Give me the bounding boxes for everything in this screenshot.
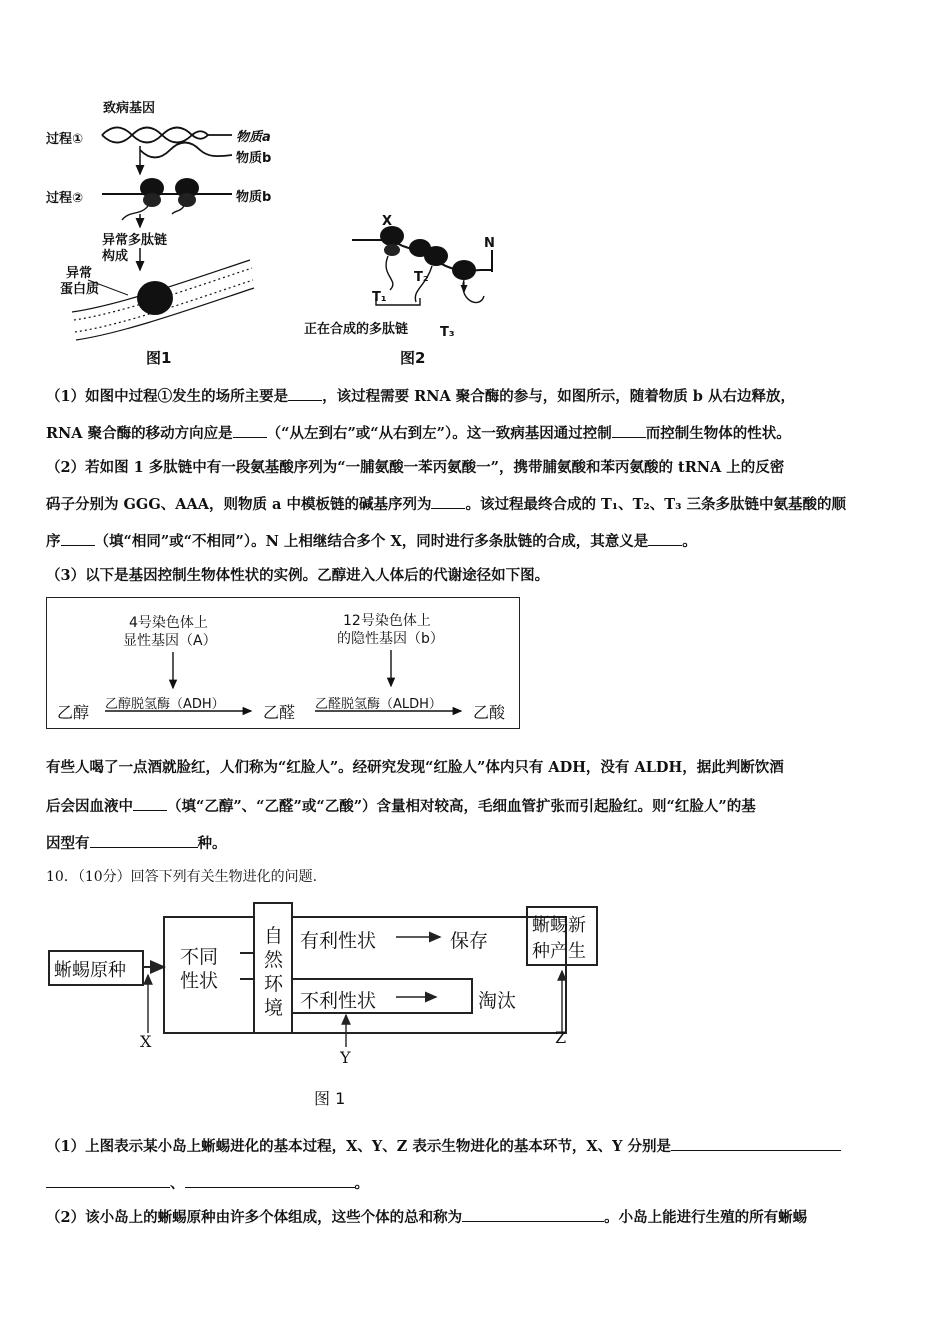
q10-1-line-2 <box>46 1173 916 1194</box>
answer-blank[interactable] <box>90 833 198 848</box>
environment-char-2: 然 <box>264 949 284 971</box>
abnormal-protein-shape <box>137 281 173 315</box>
label-synthesizing-peptide: 正在合成的多肽链 <box>304 322 409 337</box>
ethanol-pathway-diagram <box>46 597 520 729</box>
q10-1-line-1 <box>46 1136 916 1157</box>
q1-text: 而控制生物体的性状。 <box>645 425 791 442</box>
environment-char-1: 自 <box>264 925 284 947</box>
unfavorable-traits-label: 不利性状 <box>300 990 377 1012</box>
q3-intro: （3）以下是基因控制生物体性状的实例。乙醇进入人体后的代谢途径如下图。 <box>46 567 550 584</box>
new-species-line-1: 蜥蜴新 <box>532 915 586 936</box>
label-x: X <box>382 214 393 229</box>
y-label: Y <box>340 1048 351 1067</box>
new-species-line-2: 种产生 <box>532 941 586 962</box>
gene-a-line-2: 显性基因（A） <box>123 633 217 649</box>
acetaldehyde-label: 乙醛 <box>263 703 296 722</box>
label-abnormal: 异常 <box>66 266 93 281</box>
q3-line-1: 有些人喝了一点酒就脸红，人们称为“红脸人”。经研究发现“红脸人”体内只有 ADH，没有 ALDH，据此判断饮酒 <box>46 759 784 776</box>
preserve-label: 保存 <box>450 930 489 952</box>
q10-1-end: 。 <box>354 1175 369 1192</box>
different-traits-line-1: 不同 <box>180 946 219 968</box>
label-constitute: 构成 <box>102 249 129 264</box>
q1-line-1 <box>46 386 916 407</box>
q3-line-2 <box>46 796 916 817</box>
q10-2-line-1 <box>46 1207 916 1228</box>
q1-text: RNA 聚合酶的移动方向应是 <box>46 425 233 442</box>
q2-text: 。 <box>682 533 697 550</box>
q2-text: （填“相同”或“不相同”）。N 上相继结合多个 X，同时进行多条肽链的合成，其意义是 <box>94 533 649 550</box>
q1-text: （1）如图中过程①发生的场所主要是 <box>46 388 289 405</box>
gene-a-line-1: 4号染色体上 <box>129 615 208 631</box>
origin-species-label: 蜥蜴原种 <box>54 960 126 981</box>
label-substance-a: 物质a <box>236 130 271 145</box>
q3-text: 种。 <box>197 835 227 852</box>
q3-text: 后会因血液中 <box>46 798 133 815</box>
q2-line-2 <box>46 494 916 515</box>
caption-figure-1: 图1 <box>146 349 172 367</box>
label-n: N <box>484 236 495 251</box>
acetic-acid-label: 乙酸 <box>473 703 506 722</box>
answer-blank[interactable] <box>133 796 167 811</box>
caption-figure-2: 图2 <box>400 349 426 367</box>
gene-b-line-2: 的隐性基因（b） <box>337 631 444 647</box>
ribosome-translation <box>102 178 232 220</box>
answer-blank[interactable] <box>612 423 646 438</box>
label-process-2: 过程② <box>46 191 84 206</box>
q2-text: 序 <box>46 533 61 550</box>
answer-blank[interactable] <box>233 423 267 438</box>
label-abnormal-peptide: 异常多肽链 <box>102 233 168 248</box>
enzyme-adh-label: 乙醇脱氢酶（ADH） <box>105 697 225 712</box>
q10-2-text: （2）该小岛上的蜥蜴原种由许多个体组成，这些个体的总和称为 <box>46 1209 463 1226</box>
q3-text: 因型有 <box>46 835 90 852</box>
q10-1-separator: 、 <box>170 1175 185 1192</box>
label-substance-b-2: 物质b <box>236 190 272 205</box>
label-substance-b-1: 物质b <box>236 151 272 166</box>
q2-line-1: （2）若如图 1 多肽链中有一段氨基酸序列为“一脯氨酸一苯丙氨酸一”，携带脯氨酸和苯丙氨酸的 tRNA 上的反密 <box>46 459 785 476</box>
q1-text: ，该过程需要 RNA 聚合酶的参与，如图所示，随着物质 b 从右边释放， <box>322 388 795 405</box>
q3-text: （填“乙醇”、“乙醛”或“乙酸”）含量相对较高，毛细血管扩张而引起脸红。则“红脸人”的基 <box>167 798 756 815</box>
dna-helix <box>102 128 232 158</box>
favorable-traits-label: 有利性状 <box>300 930 377 952</box>
environment-char-3: 环 <box>264 973 284 995</box>
answer-blank[interactable] <box>46 1173 170 1188</box>
label-protein: 蛋白质 <box>60 282 100 297</box>
pathway-arrows <box>47 598 521 730</box>
label-pathogenic-gene: 致病基因 <box>103 101 156 116</box>
q3-line-3 <box>46 833 916 854</box>
q10-2-text: 。小岛上能进行生殖的所有蜥蜴 <box>604 1209 808 1226</box>
answer-blank[interactable] <box>288 386 322 401</box>
label-t1: T₁ <box>372 290 387 305</box>
q2-line-3 <box>46 531 916 552</box>
answer-blank[interactable] <box>462 1207 604 1222</box>
q2-text: 码子分别为 GGG、AAA，则物质 a 中模板链的碱基序列为 <box>46 496 432 513</box>
enzyme-aldh-label: 乙醛脱氢酶（ALDH） <box>315 697 442 712</box>
evolution-caption: 图 1 <box>314 1089 346 1108</box>
q2-text: 。该过程最终合成的 T₁、T₂、T₃ 三条多肽链中氨基酸的顺 <box>465 496 846 513</box>
gene-b-line-1: 12号染色体上 <box>343 613 431 629</box>
answer-blank[interactable] <box>431 494 465 509</box>
different-traits-line-2: 性状 <box>180 970 219 992</box>
x-label: X <box>140 1032 152 1051</box>
z-label: Z <box>555 1028 567 1047</box>
ethanol-label: 乙醇 <box>57 703 90 722</box>
q1-line-2 <box>46 423 916 444</box>
environment-char-4: 境 <box>264 997 284 1019</box>
q1-text: （“从左到右”或“从右到左”）。这一致病基因通过控制 <box>266 425 612 442</box>
eliminate-label: 淘汰 <box>478 990 517 1012</box>
answer-blank[interactable] <box>61 531 95 546</box>
label-process-1: 过程① <box>46 132 84 147</box>
answer-blank[interactable] <box>671 1136 841 1151</box>
label-t3: T₃ <box>440 325 455 340</box>
label-t2: T₂ <box>414 270 429 285</box>
answer-blank[interactable] <box>648 531 682 546</box>
answer-blank[interactable] <box>185 1173 355 1188</box>
q10-1-text: （1）上图表示某小岛上蜥蜴进化的基本过程，X、Y、Z 表示生物进化的基本环节，X、Y 分别是 <box>46 1138 671 1155</box>
question-10-title: 10．（10分）回答下列有关生物进化的问题. <box>46 869 318 885</box>
